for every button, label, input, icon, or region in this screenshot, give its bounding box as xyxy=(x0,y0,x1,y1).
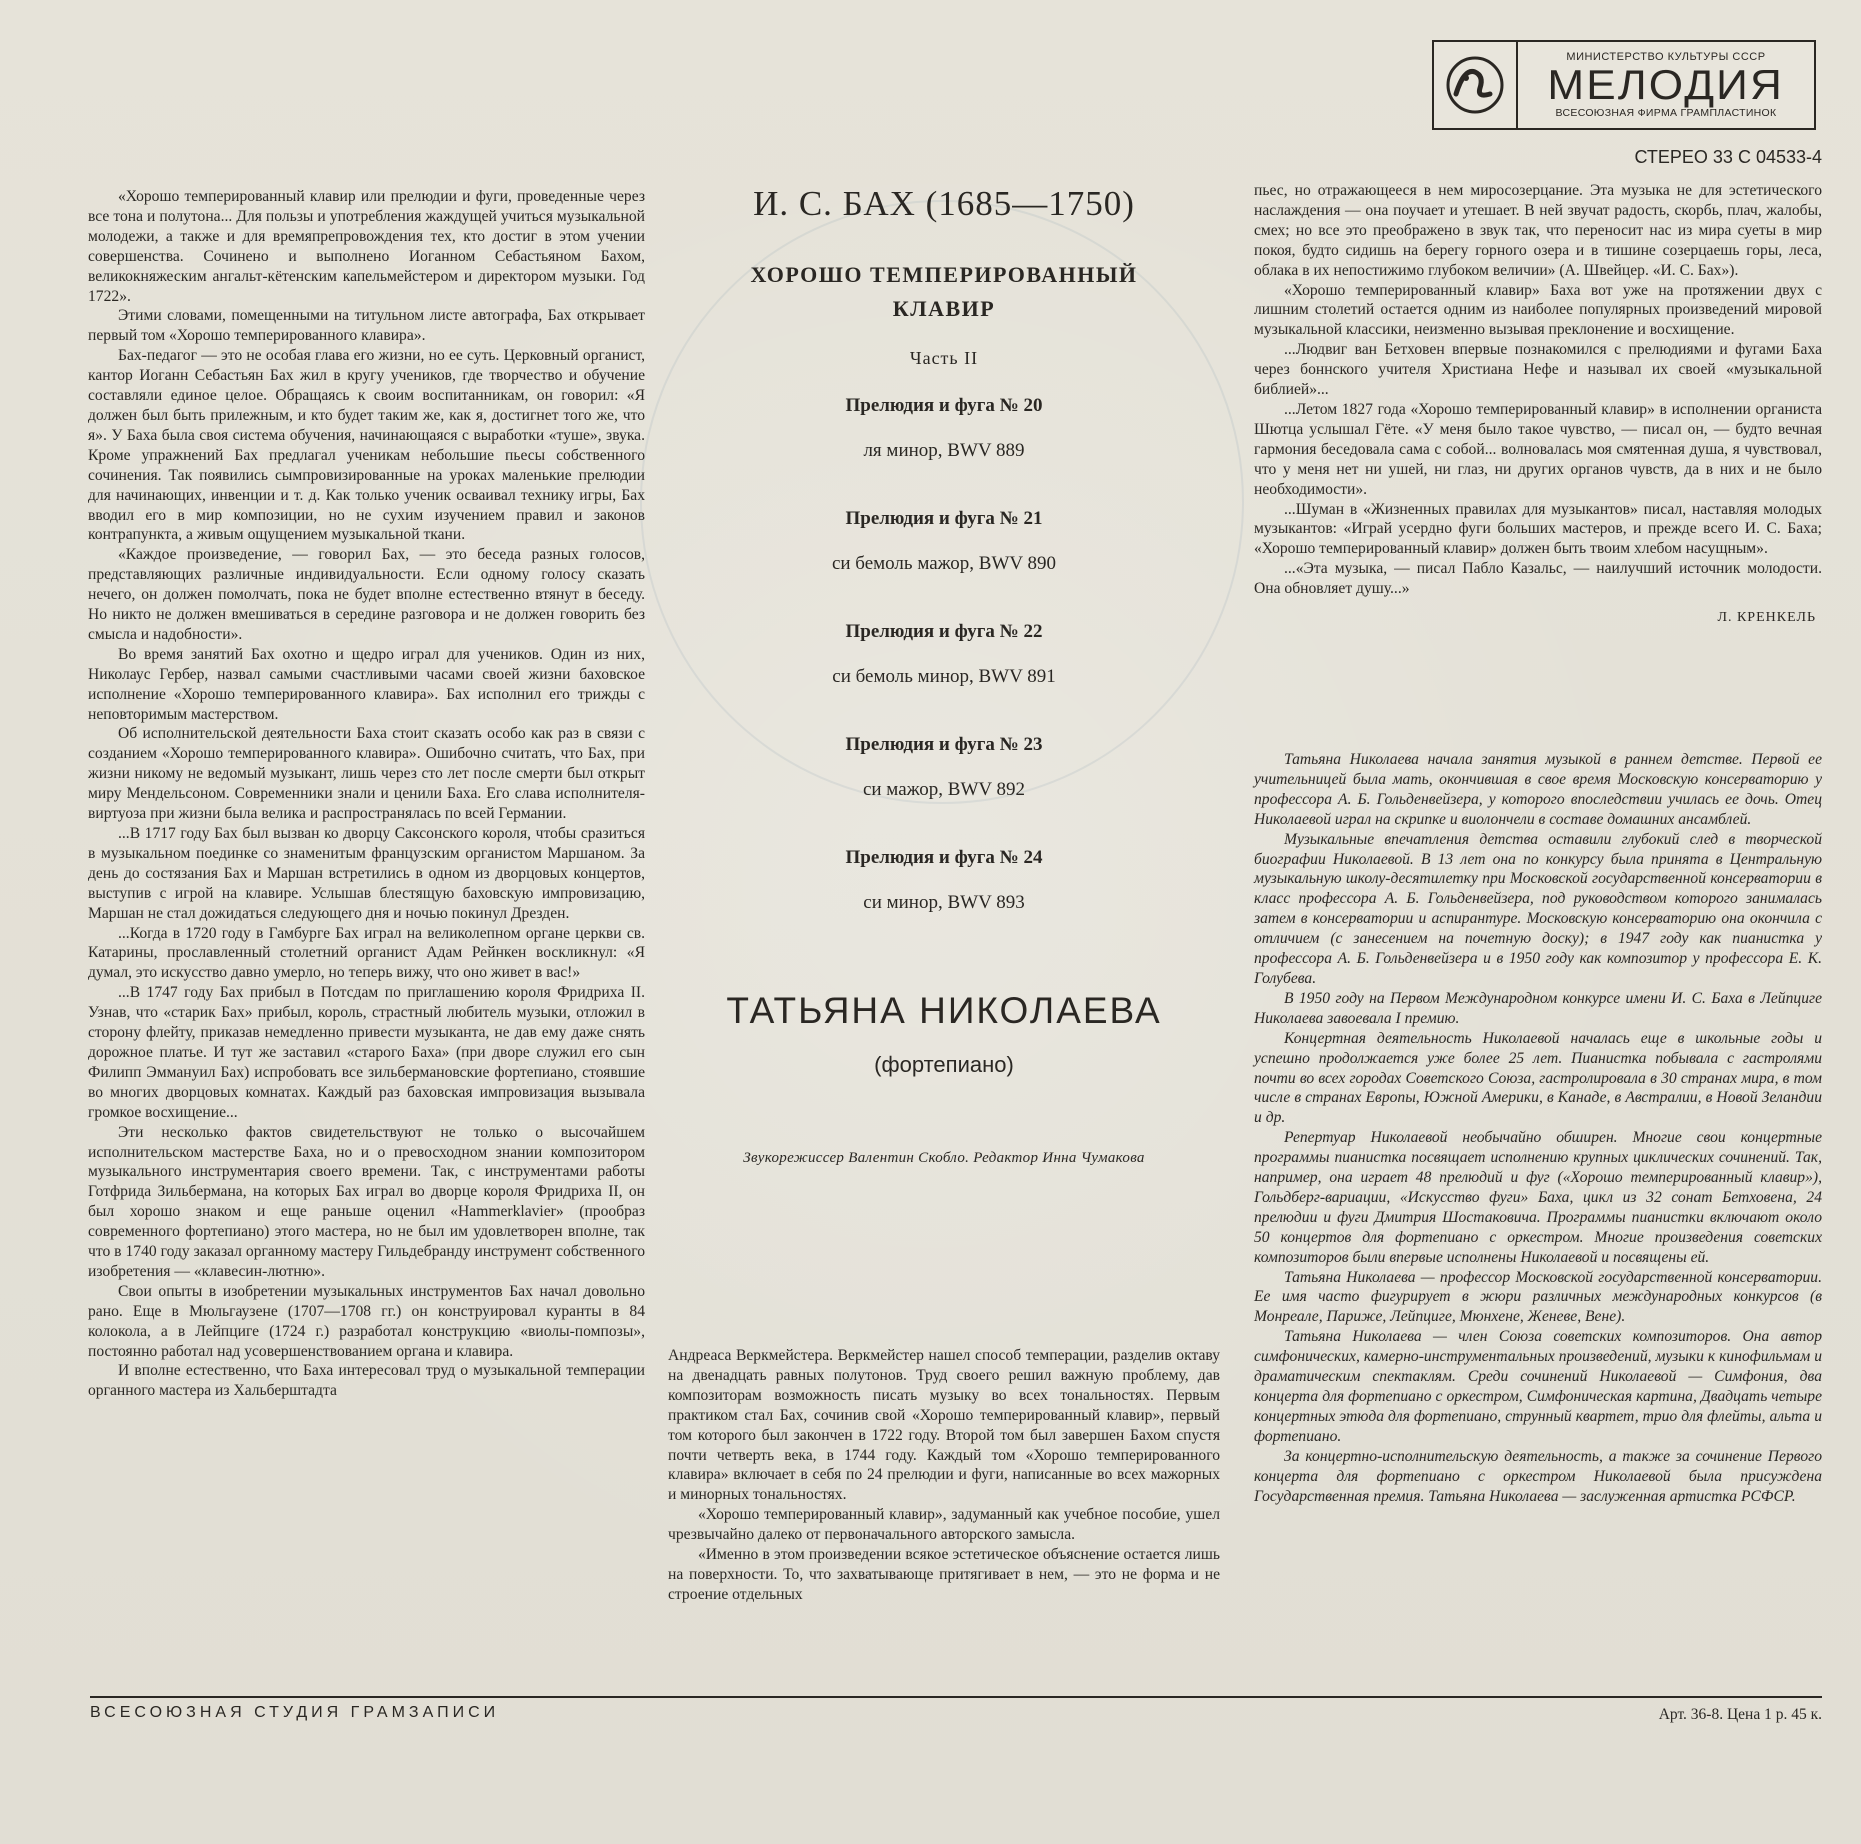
paragraph: Во время занятий Бах охотно и щедро играл для учеников. Один из них, Николаус Гербер, назвал самыми счастливыми часами своей жизни баховское исполнение «Хорошо темперированного клавира». Бах исполнил его трижды с неповторимым мастерством. xyxy=(88,645,645,723)
paragraph: Татьяна Николаева — профессор Московской государственной консерватории. Ее имя часто фигурирует в жюри различных международных конкурсов (в Монреале, Париже, Лейпциге, Мюнхене, Женеве, Вене). xyxy=(1254,1268,1822,1326)
logo-ministry: МИНИСТЕРСТВО КУЛЬТУРЫ СССР xyxy=(1566,51,1766,63)
paragraph: Свои опыты в изобретении музыкальных инструментов Бах начал довольно рано. Еще в Мюльгаузене (1707—1708 гг.) он конструировал куранты в 84 колокола, а в Лейпциге (1724 г.) разработал конструкцию «виолы-помпозы», постоянно работал над усовершенствованием органа и клавира. xyxy=(88,1282,645,1360)
paragraph: Татьяна Николаева — член Союза советских композиторов. Она автор симфонических, камерно-инструментальных произведений, музыки к кинофильмам и драматическим спектаклям. Среди сочинений Николаевой — Симфония, два концерта для фортепиано с оркестром, Симфоническая картина, Двадцать четыре концертных этюда для фортепиано, струнный квартет, трио для флейты, альта и фортепиано. xyxy=(1254,1328,1822,1445)
track-title: Прелюдия и фуга № 24 xyxy=(845,847,1043,868)
track-item xyxy=(668,393,1220,464)
performer-biography xyxy=(1254,750,1822,1506)
performer-instrument: (фортепиано) xyxy=(874,1052,1014,1077)
part-label: Часть II xyxy=(909,348,979,368)
track-item xyxy=(668,845,1220,916)
footer-divider xyxy=(90,1696,1822,1698)
paragraph: Музыкальные впечатления детства оставили глубокий след в творческой биографии Николаевой. В 13 лет она по конкурсу была принята в Центральную музыкальную школу-десятилетку при Московской государственной консерватории в класс профессора А. Б. Гольденвейзера, под руководством которого занималась затем в консерватории и аспирантуре. Московскую консерваторию она окончила с отличием (с занесением на почетную доску); в 1947 году как пианистка у профессора А. Б. Гольденвейзера и в 1950 году как композитор у профессора Е. К. Голубева. xyxy=(1254,830,1822,987)
paragraph: «Хорошо темперированный клавир или прелюдии и фуги, проведенные через все тона и полутона... Для пользы и употребления жаждущей учиться музыкальной молодежи, а также и для времяпрепровождения тех, кто достиг в этом учении совершенства. Сочинено и выполнено Иоганном Себастьяном Бахом, великокняжеским ангальт-кётенским капельмейстером и директором музыки. Год 1722». xyxy=(88,188,645,305)
track-item xyxy=(668,732,1220,803)
logo-company: ВСЕСОЮЗНАЯ ФИРМА ГРАМПЛАСТИНОК xyxy=(1555,107,1777,119)
work-title-line: КЛАВИР xyxy=(892,296,996,321)
title-block xyxy=(668,180,1220,1167)
paragraph: В 1950 году на Первом Международном конкурсе имени И. С. Баха в Лейпциге Николаева завоевала I премию. xyxy=(1254,989,1822,1027)
paragraph: пьес, но отражающееся в нем миросозерцание. Эта музыка не для эстетического наслаждения — она поучает и утешает. В ней звучат радость, скорбь, плач, жалобы, смех; но все это преображено в звук так, что переносит нас из мира суеты в мир покоя, будто сидишь на берегу горного озера и в тишине созерцаешь горы, леса, облака в их непостижимо глубоком величии» (А. Швейцер. «И. С. Бах»). xyxy=(1254,182,1822,279)
track-item xyxy=(668,619,1220,690)
paragraph: Концертная деятельность Николаевой началась еще в школьные годы и успешно продолжается уже более 25 лет. Пианистка побывала с гастролями почти во всех городах Советского Союза, гастролировала в 30 странах мира, в том числе в странах Европы, Южной Америки, в Канаде, в Австралии, в Новой Зеландии и др. xyxy=(1254,1029,1822,1127)
paragraph: ...В 1747 году Бах прибыл в Потсдам по приглашению короля Фридриха II. Узнав, что «старик Бах» прибыл, король, страстный любитель музыки, отложил в сторону флейту, приказав немедленно привести музыканта, не дав ему даже снять дорожное платье. И тут же заставил «старого Баха» (при дворе служил его сын Филипп Эммануил Бах) испробовать все зильбермановские фортепиано, стоявшие во многих дворцовых комнатах. Каждый раз баховская импровизация вызывала громкое восхищение... xyxy=(88,984,645,1121)
paragraph: «Каждое произведение, — говорил Бах, — это беседа разных голосов, представляющих различные индивидуальности. Если одному голосу сказать нечего, он должен помолчать, пока не будет вполне естественно втянут в беседу. Но никто не должен вмешиваться в середине разговора и не должен говорить без смысла и надобности». xyxy=(88,546,645,643)
track-title: Прелюдия и фуга № 23 xyxy=(845,734,1043,755)
paragraph: «Хорошо темперированный клавир», задуманный как учебное пособие, ушел чрезвычайно далеко от первоначального авторского замысла. xyxy=(668,1506,1220,1544)
paragraph: Бах-педагог — это не особая глава его жизни, но ее суть. Церковный органист, кантор Иоганн Себастьян Бах жил в кругу учеников, где творчество и обучение составляли единое целое. Обращаясь к своим воспитанникам, он говорил: «Я должен был быть прилежным, и кто будет таким же, как я, достигнет того же, что я». У Баха была своя система обучения, начинающаяся с выработки «туше», звука. Кроме упражнений Бах предлагал ученикам небольшие пьесы собственного сочинения. Так появились сымпровизированные на уроках маленькие прелюдии для начинающих, инвенции и т. д. Как только ученик осваивал технику игры, Бах вводил его в мир композиции, но не сухим изучением правил и законов контрапункта, а живым ощущением музыкальной ткани. xyxy=(88,347,645,544)
studio-name: ВСЕСОЮЗНАЯ СТУДИЯ ГРАМЗАПИСИ xyxy=(90,1704,500,1721)
paragraph: ...Шуман в «Жизненных правилах для музыкантов» писал, наставляя молодых музыкантов: «Играй усердно фуги больших мастеров, и прежде всего И. С. Баха; «Хорошо темперированный клавир» должен быть твоим хлебом насущным». xyxy=(1254,500,1822,558)
production-credits: Звукорежиссер Валентин Скобло. Редактор Инна Чумакова xyxy=(743,1150,1145,1166)
paragraph: Репертуар Николаевой необычайно обширен. Многие свои концертные программы пианистка посвящает исполнению крупных циклических сочинений. Так, например, она играет 48 прелюдий и фуг («Хорошо темперированный клавир»), Гольдберг-вариации, «Искусство фуги» Баха, цикл из 32 сонат Бетховена, 24 прелюдии и фуги Дмитрия Шостаковича. Программы пианистки включают около 50 концертов для фортепиано с оркестром. Многие произведения советских композиторов были впервые исполнены Николаевой и посвящены ей. xyxy=(1254,1129,1822,1266)
paragraph: Этими словами, помещенными на титульном листе автографа, Бах открывает первый том «Хорошо темперированного клавира». xyxy=(88,307,645,345)
track-key: си минор, BWV 893 xyxy=(863,892,1025,913)
author-signature: Л. КРЕНКЕЛЬ xyxy=(1717,610,1816,626)
track-title: Прелюдия и фуга № 22 xyxy=(845,621,1043,642)
track-item xyxy=(668,506,1220,577)
paragraph: ...В 1717 году Бах был вызван ко дворцу Саксонского короля, чтобы сразиться в музыкальном поединке со знаменитым французским органистом Маршаном. За день до состязания Бах и Маршан встретились в одном из дворцовых концертов, выступив с игрой на клавире. Услышав блестящую баховскую импровизацию, Маршан не стал дожидаться следующего дня и ночью покинул Дрезден. xyxy=(88,825,645,922)
paragraph: Татьяна Николаева начала занятия музыкой в раннем детстве. Первой ее учительницей была мать, окончившая в свое время Московскую консерваторию у профессора А. Б. Гольденвейзера, у которого впоследствии училась ее дочь. Отец Николаевой играл на скрипке и виолончели в составе домашних ансамблей. xyxy=(1254,751,1822,828)
paragraph: «Хорошо темперированный клавир» Баха вот уже на протяжении двух с лишним столетий остается одним из наиболее популярных произведений мировой музыкальной классики, неизменно вызывая преклонение и восхищение. xyxy=(1254,281,1822,339)
paragraph: «Именно в этом произведении всякое эстетическое объяснение остается лишь на поверхности. То, что захватывающе притягивает в нем, — это не форма и не строение отдельных xyxy=(668,1546,1220,1603)
paragraph: ...«Эта музыка, — писал Пабло Казальс, — наилучший источник молодости. Она обновляет душу...» xyxy=(1254,560,1822,598)
track-key: ля минор, BWV 889 xyxy=(863,440,1025,461)
track-key: си мажор, BWV 892 xyxy=(862,779,1026,800)
paragraph: Эти несколько фактов свидетельствуют не только о высочайшем исполнительском мастерстве Баха, но и о превосходном знании композитором музыкального инструментария своего времени. Так, с инструментами работы Готфрида Зильбермана, на которых Бах играл во дворце короля Фридриха II, он был хорошо знаком и еще раньше оценил «Hammerklavier» (прообраз современного фортепиано) этого мастера, но не был им удовлетворен вполне, так что в 1740 году заказал органному мастеру Гильдебранду инструмент собственного изобретения — «клавесин-лютню». xyxy=(88,1123,645,1280)
paragraph: ...Людвиг ван Бетховен впервые познакомился с прелюдиями и фугами Баха через боннского учителя Христиана Нефе и называл их своей «музыкальной библией»... xyxy=(1254,341,1822,399)
paragraph: ...Летом 1827 года «Хорошо темперированный клавир» в исполнении органиста Шютца услышал Гёте. «У меня было такое чувство, — писал он, — будто вечная гармония беседовала сама с собой... волновалась моя смятенная душа, я чувствовал, что у меня нет ни ушей, ни глаз, ни других органов чувств, да в них и не было необходимости». xyxy=(1254,400,1822,498)
logo-brand: МЕЛОДИЯ xyxy=(1547,61,1785,108)
paragraph: За концертно-исполнительскую деятельность, а также за сочинение Первого концерта для фортепиано с оркестром Николаевой была присуждена Государственная премия. Татьяна Николаева — заслуженная артистка РСФСР. xyxy=(1254,1447,1822,1505)
melodiya-logo xyxy=(1432,40,1816,130)
track-title: Прелюдия и фуга № 20 xyxy=(845,395,1043,416)
track-key: си бемоль мажор, BWV 890 xyxy=(831,553,1057,574)
price-label: Арт. 36-8. Цена 1 р. 45 к. xyxy=(1658,1706,1822,1723)
work-title-line: ХОРОШО ТЕМПЕРИРОВАННЫЙ xyxy=(750,262,1138,287)
melodiya-emblem-icon xyxy=(1444,54,1506,116)
paragraph: Андреаса Веркмейстера. Веркмейстер нашел способ темперации, разделив октаву на двенадцать равных полутонов. Труд своего решил важную проблему, дав композиторам возможность писать музыку во всех тональностях. Первым практиком стал Бах, сочинив свой «Хорошо темперированный клавир», первый том которого был закончен в 1722 году. Второй том был завершен Бахом спустя почти четверть века, в 1744 году. Каждый том «Хорошо темперированного клавира» включает в себя по 24 прелюдии и фуги, написанные во всех мажорных и минорных тональностях. xyxy=(668,1347,1220,1504)
catalog-number: СТЕРЕО 33 С 04533-4 xyxy=(1634,147,1822,167)
left-column-text xyxy=(88,187,645,1401)
paragraph: И вполне естественно, что Баха интересовал труд о музыкальной темперации органного мастера из Хальберштадта xyxy=(88,1362,645,1400)
composer-title: И. С. БАХ (1685—1750) xyxy=(753,184,1135,223)
track-key: си бемоль минор, BWV 891 xyxy=(832,666,1056,687)
right-upper-text xyxy=(1254,181,1822,628)
melodiya-mark-icon xyxy=(1434,42,1518,128)
paragraph: ...Когда в 1720 году в Гамбурге Бах играл на великолепном органе церкви св. Катарины, прославленный столетний органист Адам Рейнкен воскликнул: «Я думал, это искусство давно умерло, но теперь вижу, что оно живет в вас!» xyxy=(88,924,645,982)
work-title xyxy=(668,258,1220,326)
middle-lower-text xyxy=(668,1346,1220,1605)
performer-name: ТАТЬЯНА НИКОЛАЕВА xyxy=(726,990,1162,1031)
track-title: Прелюдия и фуга № 21 xyxy=(845,508,1043,529)
paragraph: Об исполнительской деятельности Баха стоит сказать особо как раз в связи с созданием «Хорошо темперированного клавира». Ошибочно считать, что Бах, при жизни никому не ведомый музыкант, лишь через сто лет после смерти был открыт миру Мендельсоном. Современники знали и ценили Баха. Его слава исполнителя-виртуоза при жизни была велика и распространялась по всей Германии. xyxy=(88,725,645,823)
